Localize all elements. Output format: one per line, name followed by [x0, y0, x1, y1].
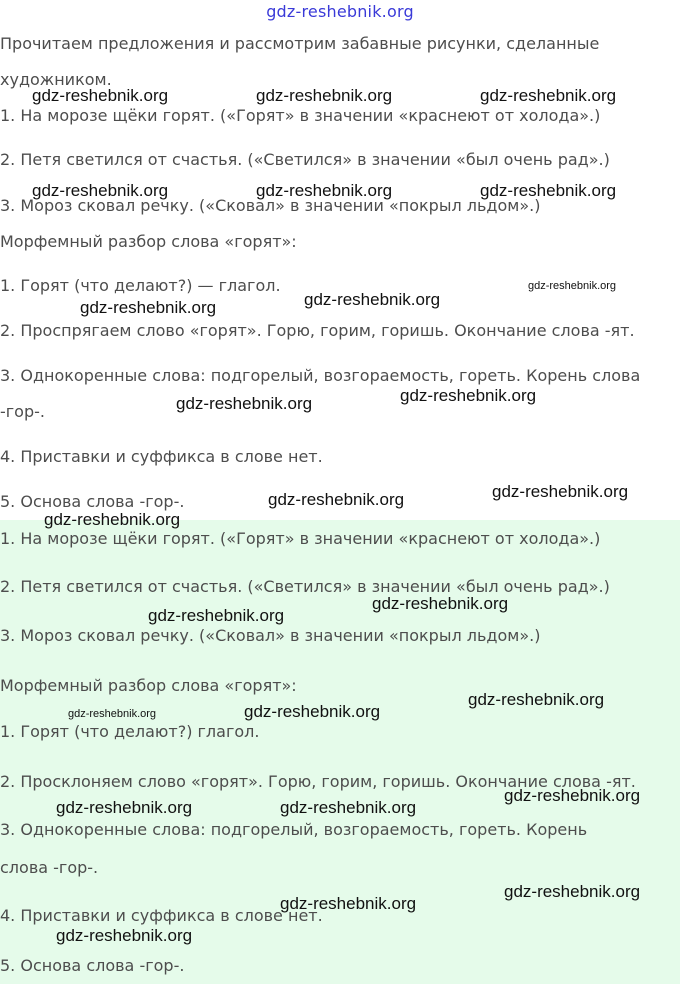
intro-line-1: Прочитаем предложения и рассмотрим забавные рисунки, сделанные: [0, 34, 600, 53]
morph-item-5-repeat: 5. Основа слова -гор-.: [0, 956, 185, 975]
watermark-text: gdz-reshebnik.org: [32, 86, 169, 105]
watermark-text: gdz-reshebnik.org: [304, 290, 441, 309]
watermark-text: gdz-reshebnik.org: [244, 702, 381, 721]
sentence-2: 2. Петя светился от счастья. («Светился» в значении «был очень рад».): [0, 150, 610, 169]
site-header-link[interactable]: gdz-reshebnik.org: [266, 2, 414, 21]
watermark-text: gdz-reshebnik.org: [372, 594, 509, 613]
morph-item-3b-repeat: слова -гор-.: [0, 858, 99, 877]
sentence-1-repeat: 1. На морозе щёки горят. («Горят» в значении «краснеют от холода».): [0, 529, 601, 548]
morph-item-5: 5. Основа слова -гор-.: [0, 492, 185, 511]
morph-title: Морфемный разбор слова «горят»:: [0, 232, 297, 251]
watermark-text: gdz-reshebnik.org: [280, 798, 417, 817]
watermark-text: gdz-reshebnik.org: [56, 798, 193, 817]
morph-item-1-repeat: 1. Горят (что делают?) глагол.: [0, 722, 260, 741]
morph-item-2: 2. Проспрягаем слово «горят». Горю, горим, горишь. Окончание слова -ят.: [0, 321, 635, 340]
watermark-text: gdz-reshebnik.org: [504, 786, 641, 805]
watermark-text: gdz-reshebnik.org: [176, 394, 313, 413]
watermark-text: gdz-reshebnik.org: [32, 181, 169, 200]
watermark-text: gdz-reshebnik.org: [148, 606, 285, 625]
watermark-text: gdz-reshebnik.org: [480, 181, 617, 200]
watermark-text: gdz-reshebnik.org: [256, 86, 393, 105]
morph-item-4-repeat: 4. Приставки и суффикса в слове нет.: [0, 906, 323, 925]
sentence-3: 3. Мороз сковал речку. («Сковал» в значении «покрыл льдом».): [0, 196, 541, 215]
morph-item-2-repeat: 2. Просклоняем слово «горят». Горю, горим, горишь. Окончание слова -ят.: [0, 772, 636, 791]
watermark-text: gdz-reshebnik.org: [44, 510, 181, 529]
watermark-text: gdz-reshebnik.org: [68, 708, 157, 720]
watermark-text: gdz-reshebnik.org: [280, 894, 417, 913]
morph-item-3a-repeat: 3. Однокоренные слова: подгорелый, возгораемость, гореть. Корень: [0, 820, 588, 839]
watermark-text: gdz-reshebnik.org: [80, 298, 217, 317]
morph-title-repeat: Морфемный разбор слова «горят»:: [0, 676, 297, 695]
watermark-text: gdz-reshebnik.org: [480, 86, 617, 105]
watermark-text: gdz-reshebnik.org: [56, 926, 193, 945]
morph-item-4: 4. Приставки и суффикса в слове нет.: [0, 447, 323, 466]
intro-line-2: художником.: [0, 70, 112, 89]
morph-item-3b: -гор-.: [0, 402, 45, 421]
watermark-text: gdz-reshebnik.org: [504, 882, 641, 901]
morph-item-1: 1. Горят (что делают?) — глагол.: [0, 276, 281, 295]
watermark-text: gdz-reshebnik.org: [400, 386, 537, 405]
watermark-text: gdz-reshebnik.org: [528, 280, 617, 292]
watermark-text: gdz-reshebnik.org: [468, 690, 605, 709]
sentence-2-repeat: 2. Петя светился от счастья. («Светился» в значении «был очень рад».): [0, 577, 610, 596]
watermark-text: gdz-reshebnik.org: [256, 181, 393, 200]
morph-item-3a: 3. Однокоренные слова: подгорелый, возгораемость, гореть. Корень слова: [0, 366, 641, 385]
watermark-text: gdz-reshebnik.org: [268, 490, 405, 509]
watermark-text: gdz-reshebnik.org: [492, 482, 629, 501]
sentence-1: 1. На морозе щёки горят. («Горят» в значении «краснеют от холода».): [0, 106, 601, 125]
sentence-3-repeat: 3. Мороз сковал речку. («Сковал» в значении «покрыл льдом».): [0, 626, 541, 645]
